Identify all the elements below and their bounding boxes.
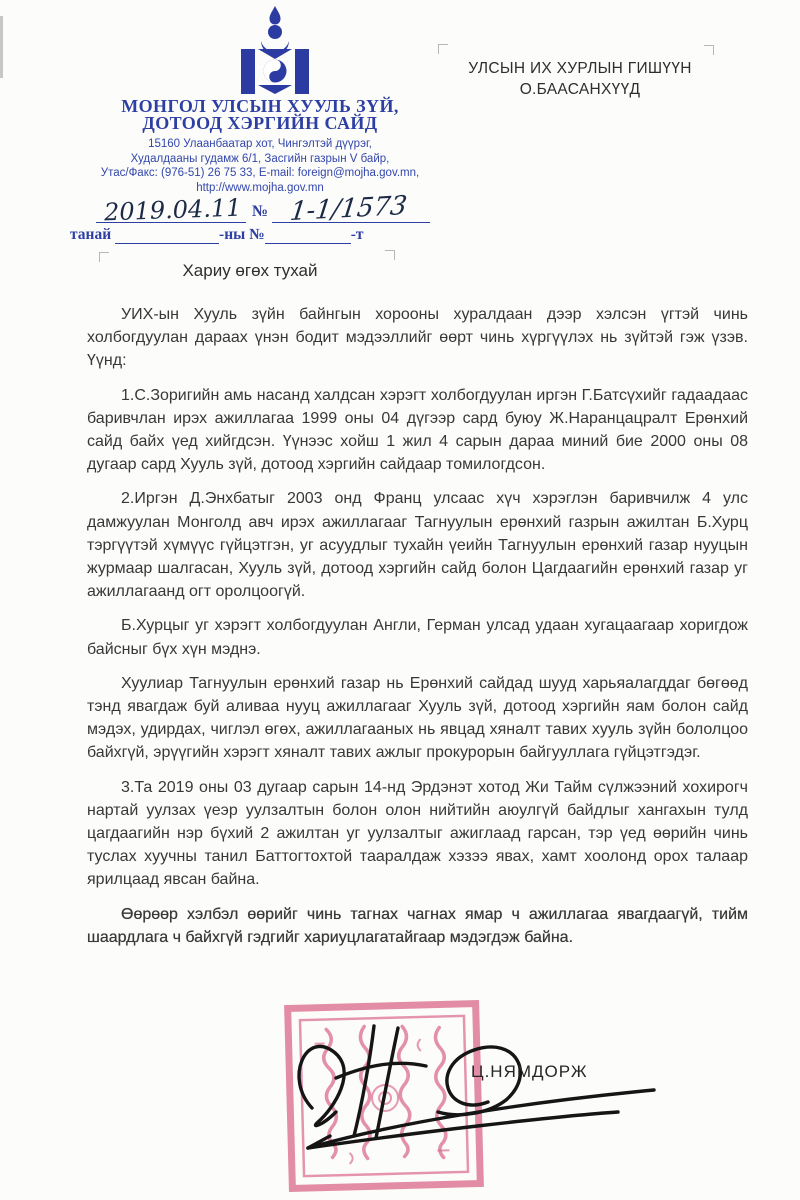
address-line: Утас/Факс: (976-51) 26 75 33, E-mail: foreign@mojha.gov.mn,	[100, 167, 420, 179]
your-ref-suffix: -т	[350, 226, 364, 243]
letter-body	[87, 303, 748, 960]
letterhead-address	[40, 137, 480, 195]
org-name-line1: МОНГОЛ УЛСЫН ХУУЛЬ ЗҮЙ,	[121, 96, 399, 116]
reference-row-date	[96, 190, 432, 228]
handwritten-date: 2019.04.11	[103, 193, 242, 227]
your-ref-mid: -ны №	[219, 226, 265, 243]
number-sign-label: №	[252, 203, 269, 220]
your-ref-label: танай	[70, 226, 112, 243]
scan-edge-artifact	[0, 16, 3, 78]
reference-row-your-ref	[70, 226, 415, 248]
recipient-name: О.БААСАНХҮҮД	[519, 81, 641, 98]
address-line: http://www.mojha.gov.mn	[196, 181, 324, 194]
paragraph: Хуулиар Тагнуулын ерөнхий газар нь Ерөнхий сайдад шууд харьяалагддаг бөгөөд тэнд явагдаж буй аливаа нууц ажиллагааг Хууль зүй, дотоод хэргийн яам болон сайд мэдэх, удирдах, чиглэл өгөх, ажиллагааных нь явцад хяналт тавих хууль зүйн бололцоо байхгүй, эрүүгийн хэрэгт хяналт тавих ажлыг прокурорын байгууллага гүйцэтгэдэг.	[87, 674, 748, 762]
date-blank-line	[96, 193, 246, 227]
paragraph: 2.Иргэн Д.Энхбатыг 2003 онд Франц улсаас хүч хэрэглэн баривчилж 4 улс дамжуулан Монголд авч ирэх ажиллагааг Тагнуулын ерөнхий газрын ажилтан Б.Хурц тэргүүтэй хүмүүс гүйцэтгэн, уг асуудлыг тухайн үеийн Тагнуулын ерөнхий газар нууцын журмаар шалгасан, Хууль зүй, дотоод хэргийн сайд болон Цагдаагийн ерөнхий газар уг ажиллагаанд огт оролцоогүй.	[87, 490, 748, 601]
crop-mark	[385, 250, 395, 260]
handwritten-number: 1-1/1573	[288, 190, 409, 228]
paragraph: 1.С.Зоригийн амь насанд халдсан хэрэгт холбогдуулан иргэн Г.Батсүхийг гадаадаас баривчлан ирэх ажиллагаа 1999 оны 04 дүгээр сард буюу Ж.Наранцацралт Ерөнхий сайд байх үед хийгдсэн. Үүнээс хойш 1 жил 4 сарын дараа миний бие 2000 оны 08 дугаар сард Хууль зүй, дотоод хэргийн сайдаар томилогдсон.	[87, 386, 748, 474]
subject-line: Хариу өгөх тухай	[182, 261, 318, 280]
paragraph: Өөрөөр хэлбэл өөрийг чинь тагнах чагнах ямар ч ажиллагаа явагдаагүй, тийм шаардлага ч байхгүй гэдгийг хариуцлагатайгаар мэдэгдэж байна.	[87, 905, 748, 946]
soyombo-emblem-icon	[228, 6, 322, 96]
paragraph: Б.Хурцыг уг хэрэгт холбогдуулан Англи, Герман улсад удаан хугацаагаар хоригдож байсныг бүх хүн мэднэ.	[87, 617, 748, 658]
org-name-line2: ДОТООД ХЭРГИЙН САЙД	[142, 113, 378, 133]
your-ref-blank1	[115, 227, 219, 244]
your-ref-blank2	[265, 227, 351, 244]
paragraph: 3.Та 2019 оны 03 дугаар сарын 14-нд Эрдэнэт хотод Жи Тайм сүлжээний хохирогч нартай уулзах үеэр уулзалтын болон олон нийтийн аюулгүй байдлыг хангахын тулд цагдаагийн нэр бүхий 2 ажилтан уг уулзалтыг ажиглаад гарсан, тэр үед өөрийн чинь туслах хуучны танил Баттогтохтой тааралдаж хэзээ явах, хамт хоолонд орох талаар ярилцаад явсан байна.	[87, 778, 748, 889]
crop-mark	[438, 44, 448, 54]
recipient-title: УЛСЫН ИХ ХУРЛЫН ГИШҮҮН	[468, 60, 692, 77]
address-line: Худалдааны гудамж 6/1, Засгийн газрын V байр,	[130, 152, 390, 165]
number-blank-line	[272, 190, 430, 228]
recipient-block	[420, 58, 740, 100]
paragraph: УИХ-ын Хууль зүйн байнгын хорооны хуралдаан дээр хэлсэн үгтэй чинь холбогдуулан дараах үнэн бодит мэдээллийг өөрт чинь хүргүүлэх нь зүйтэй гэж үзэв. Үүнд:	[87, 306, 748, 370]
signer-name: Ц.НЯМДОРЖ	[471, 1062, 588, 1081]
letterhead-org-name	[40, 98, 480, 132]
handwritten-signature-icon	[278, 1008, 674, 1168]
crop-mark	[704, 45, 714, 55]
address-line: 15160 Улаанбаатар хот, Чингэлтэй дүүрэг,	[148, 138, 372, 150]
